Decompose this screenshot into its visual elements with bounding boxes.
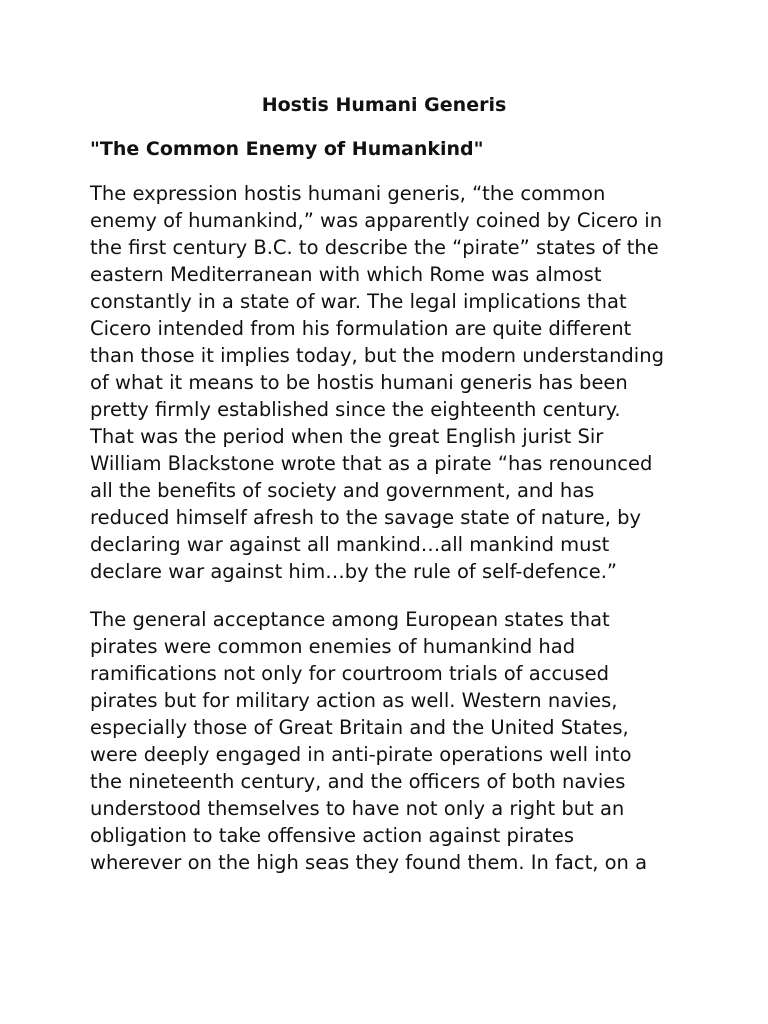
page-subtitle: "The Common Enemy of Humankind" <box>90 138 484 160</box>
text-line: The general acceptance among European states that <box>90 608 610 631</box>
text-line: That was the period when the great English jurist Sir <box>90 425 604 448</box>
paragraph-1 <box>90 180 690 585</box>
text-line: pirates were common enemies of humankind had <box>90 635 576 658</box>
text-line: pretty firmly established since the eighteenth century. <box>90 398 621 421</box>
text-line: pirates but for military action as well. Western navies, <box>90 689 618 712</box>
text-line: enemy of humankind,” was apparently coined by Cicero in <box>90 209 663 232</box>
text-line: were deeply engaged in anti-pirate operations well into <box>90 743 632 766</box>
text-line: the first century B.C. to describe the “pirate” states of the <box>90 236 659 259</box>
text-line: Cicero intended from his formulation are quite different <box>90 317 632 340</box>
page-title: Hostis Humani Generis <box>261 94 507 116</box>
text-line: declare war against him…by the rule of self-defence.” <box>90 560 618 583</box>
text-line: especially those of Great Britain and the United States, <box>90 716 629 739</box>
text-line: wherever on the high seas they found them. In fact, on a <box>90 851 648 874</box>
text-line: reduced himself afresh to the savage state of nature, by <box>90 506 642 529</box>
text-line: understood themselves to have not only a right but an <box>90 797 625 820</box>
text-line: ramifications not only for courtroom trials of accused <box>90 662 610 685</box>
text-line: obligation to take offensive action against pirates <box>90 824 575 847</box>
text-line: the nineteenth century, and the officers of both navies <box>90 770 626 793</box>
text-line: declaring war against all mankind…all mankind must <box>90 533 610 556</box>
paragraph-2 <box>90 606 690 876</box>
text-line: William Blackstone wrote that as a pirate “has renounced <box>90 452 653 475</box>
text-line: of what it means to be hostis humani generis has been <box>90 371 628 394</box>
text-line: all the benefits of society and government, and has <box>90 479 595 502</box>
text-line: constantly in a state of war. The legal implications that <box>90 290 627 313</box>
text-line: The expression hostis humani generis, “the common <box>90 182 606 205</box>
text-line: eastern Mediterranean with which Rome was almost <box>90 263 602 286</box>
text-line: than those it implies today, but the modern understanding <box>90 344 664 367</box>
